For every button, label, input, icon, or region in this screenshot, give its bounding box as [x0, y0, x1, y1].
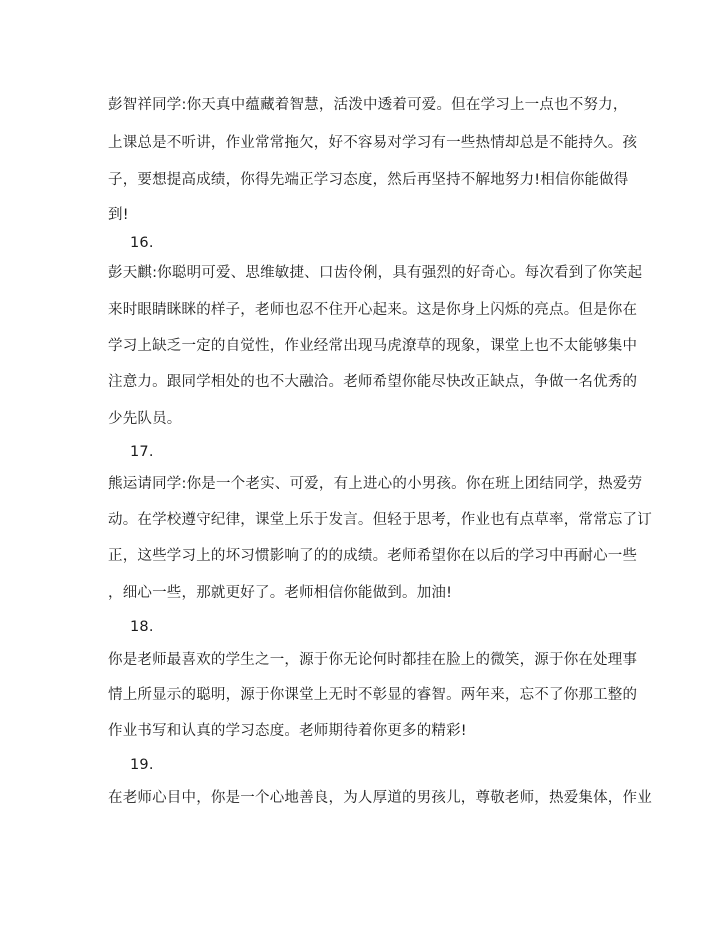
- text-line: 在老师心目中，你是一个心地善良，为人厚道的男孩儿，尊敬老师，热爱集体，作业: [108, 790, 652, 806]
- text-line: 上课总是不听讲，作业常常拖欠，好不容易对学习有一些热情却总是不能持久。孩: [108, 135, 638, 151]
- item-number: 19.: [130, 757, 154, 773]
- text-line: 你是老师最喜欢的学生之一，源于你无论何时都挂在脸上的微笑，源于你在处理事: [108, 652, 638, 668]
- text-line: 作业书写和认真的学习态度。老师期待着你更多的精彩!: [108, 723, 467, 739]
- text-line: 情上所显示的聪明，源于你课堂上无时不彰显的睿智。两年来，忘不了你那工整的: [108, 687, 638, 703]
- text-line: 熊运请同学:你是一个老实、可爱，有上进心的小男孩。你在班上团结同学，热爱劳: [108, 476, 643, 492]
- text-line: 来时眼睛眯眯的样子，老师也忍不住开心起来。这是你身上闪烁的亮点。但是你在: [108, 302, 638, 318]
- item-number: 18.: [130, 619, 154, 635]
- text-line: 少先队员。: [108, 411, 182, 427]
- text-line: 正，这些学习上的坏习惯影响了的的成绩。老师希望你在以后的学习中再耐心一些: [108, 548, 638, 564]
- text-line: 到!: [108, 207, 129, 223]
- text-line: 子，要想提高成绩，你得先端正学习态度，然后再坚持不解地努力!相信你能做得: [108, 172, 629, 188]
- text-line: 彭天麒:你聪明可爱、思维敏捷、口齿伶俐，具有强烈的好奇心。每次看到了你笑起: [108, 265, 643, 281]
- text-line: 学习上缺乏一定的自觉性，作业经常出现马虎潦草的现象，课堂上也不太能够集中: [108, 338, 638, 354]
- item-number: 16.: [130, 235, 154, 251]
- text-line: 彭智祥同学:你天真中蕴藏着智慧，活泼中透着可爱。但在学习上一点也不努力，: [108, 97, 628, 113]
- text-line: 注意力。跟同学相处的也不大融洽。老师希望你能尽快改正缺点，争做一名优秀的: [108, 374, 638, 390]
- text-line: 动。在学校遵守纪律，课堂上乐于发言。但轻于思考，作业也有点草率，常常忘了订: [108, 512, 652, 528]
- item-number: 17.: [130, 444, 154, 460]
- text-line: ，细心一些，那就更好了。老师相信你能做到。加油!: [108, 585, 453, 601]
